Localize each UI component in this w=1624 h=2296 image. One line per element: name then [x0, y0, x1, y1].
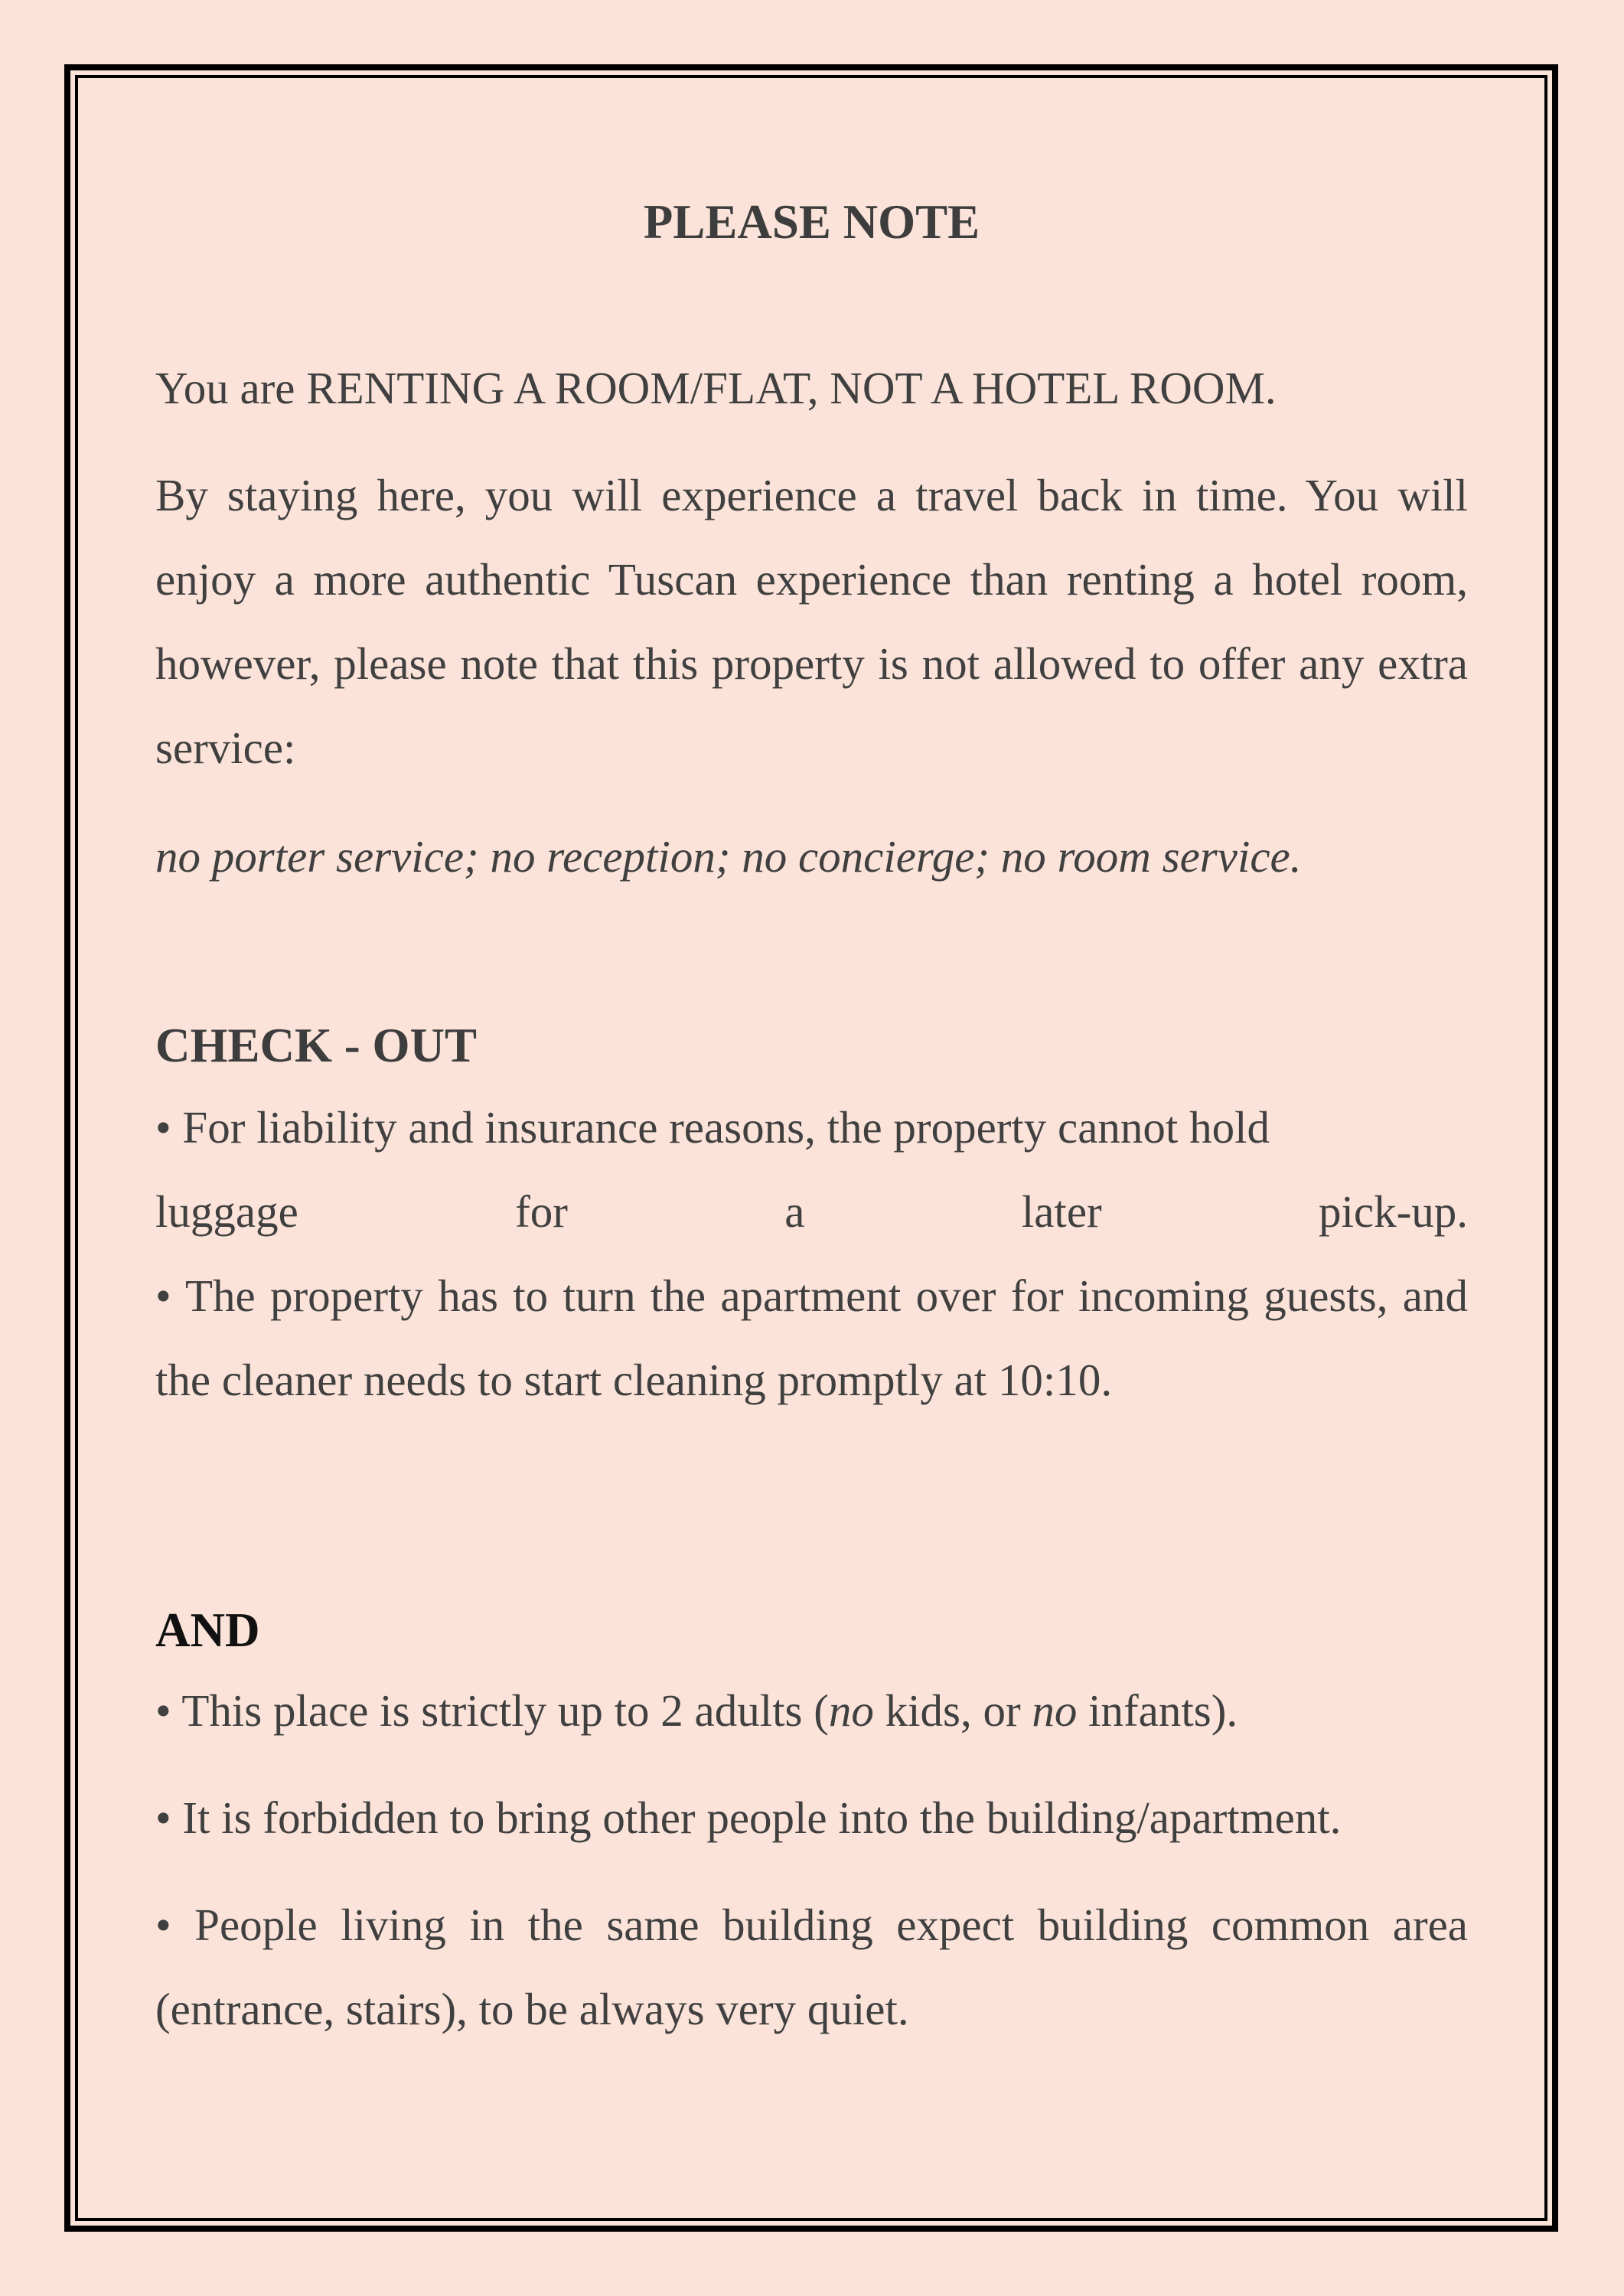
and-bullet-2: • It is forbidden to bring other people into the building/apartment.	[155, 1792, 1342, 1843]
renting-statement: You are RENTING A ROOM/FLAT, NOT A HOTEL ROOM.	[155, 363, 1277, 413]
checkout-word: later	[1021, 1186, 1102, 1237]
checkout-word: pick-up.	[1319, 1186, 1468, 1237]
and-bullet-3: • People living in the same building expect building common area (entrance, stairs), to be always very quiet.	[155, 1900, 1468, 2034]
and-bullet-1-part: • This place is strictly up to 2 adults (	[155, 1685, 829, 1736]
no-emphasis: no	[828, 1685, 874, 1736]
page-title: PLEASE NOTE	[643, 195, 980, 249]
checkout-heading: CHECK - OUT	[155, 1019, 478, 1072]
checkout-word: luggage	[155, 1186, 298, 1237]
checkout-bullet-1-line-1: • For liability and insurance reasons, the property cannot hold	[155, 1102, 1270, 1153]
checkout-word: for	[515, 1186, 568, 1237]
checkout-bullet-2: • The property has to turn the apartment over for incoming guests, and the cleaner needs to start cleaning promptly at 10:10.	[155, 1270, 1468, 1405]
checkout-word: a	[784, 1186, 805, 1237]
and-bullet-1-part: kids, or	[873, 1685, 1032, 1736]
no-emphasis: no	[1032, 1685, 1078, 1736]
and-heading: AND	[155, 1603, 260, 1657]
and-bullet-1-part: infants).	[1077, 1685, 1238, 1736]
and-bullet-1	[155, 1668, 1468, 1753]
no-services-line: no porter service; no reception; no concierge; no room service.	[155, 831, 1302, 882]
checkout-bullet-1-line-2	[155, 1169, 1468, 1254]
experience-paragraph: By staying here, you will experience a travel back in time. You will enjoy a more authentic Tuscan experience than renting a hotel room, however, please note that this property is not allowed to offer any extra service:	[155, 470, 1468, 773]
